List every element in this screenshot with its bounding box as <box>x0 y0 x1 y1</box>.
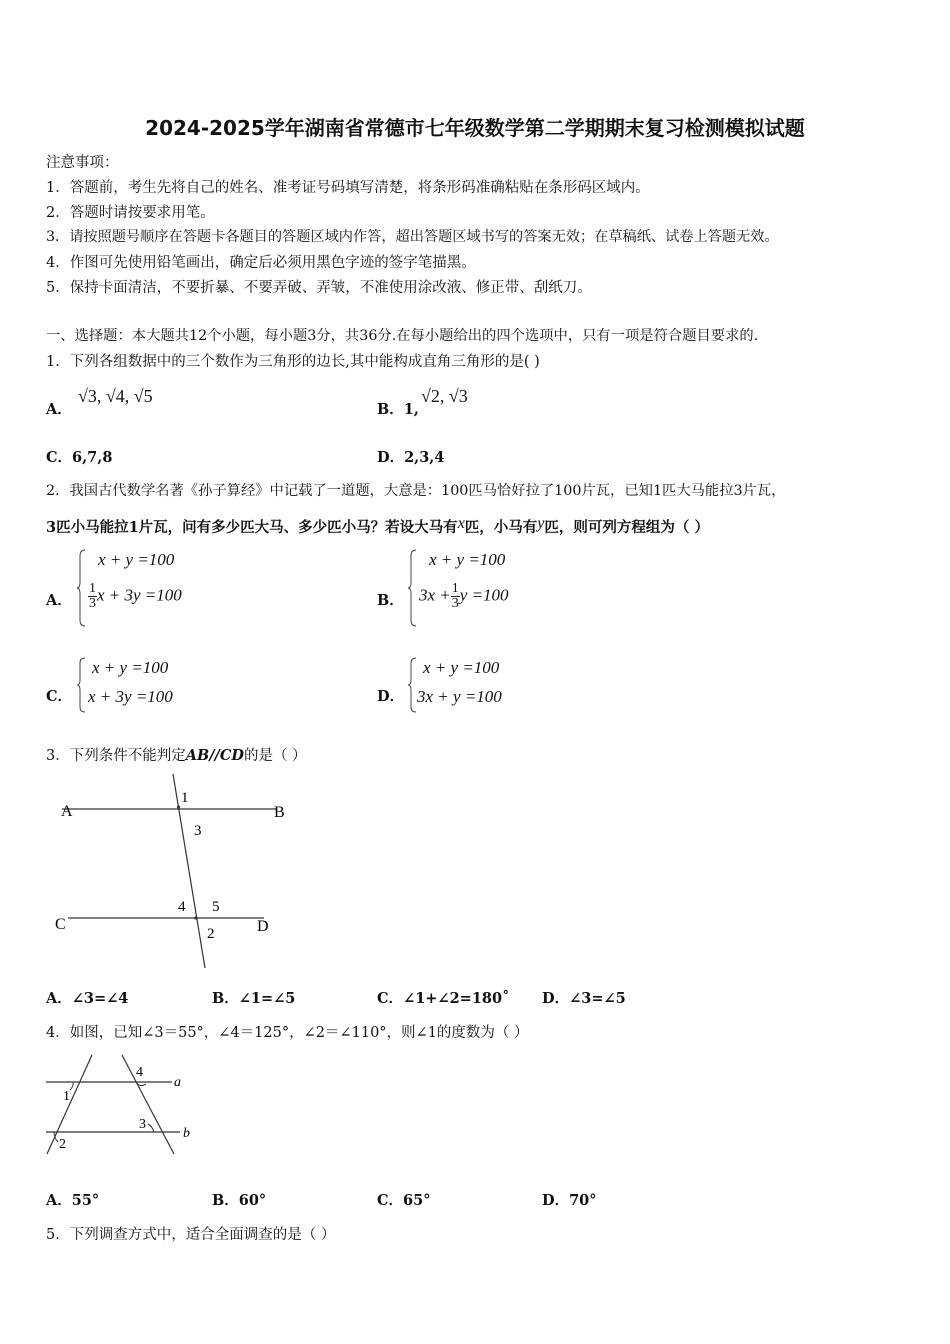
q1-option-c: C．6,7,8 <box>46 449 113 466</box>
q4-stem: 4．如图，已知∠3＝55°，∠4＝125°，∠2＝∠110°，则∠1的度数为（ ） <box>46 1025 529 1041</box>
q3-ab-cd: AB//CD <box>185 747 244 764</box>
q3-option-b: B．∠1=∠5 <box>212 990 296 1007</box>
notice-item-2: 2．答题时请按要求用笔。 <box>46 205 215 221</box>
label-D: D <box>257 918 269 935</box>
angle-1: 1 <box>63 1089 70 1104</box>
q2-var-y: y <box>537 515 545 532</box>
fraction-one-third: $\frac{1}{3}$ <box>89 581 96 611</box>
q3-option-c: C．∠1+∠2=180˚ <box>377 990 510 1007</box>
angle-5: 5 <box>212 899 220 915</box>
brace-icon <box>407 548 419 628</box>
q2-option-d-label: D． <box>377 688 405 705</box>
notice-item-5: 5．保持卡面清洁，不要折暴、不要弄破、弄皱，不准使用涂改液、修正带、刮纸刀。 <box>46 280 592 296</box>
q2-d-eq2: 3x + y =100 <box>417 687 502 706</box>
line-b-label: b <box>183 1126 190 1141</box>
q2-stem-line1: 2．我国古代数学名著《孙子算经》中记载了一道题，大意是：100匹马恰好拉了100片瓦，已知1匹大马能拉3片瓦， <box>46 483 786 499</box>
q2-option-d-system <box>407 656 547 714</box>
q4-figure <box>44 1050 204 1160</box>
q2-var-x: x <box>457 515 465 532</box>
q2-option-c-system <box>76 656 216 714</box>
q2-stem-line2 <box>46 516 709 537</box>
q4-option-d: D．70° <box>542 1192 597 1209</box>
q3-stem: 3．下列条件不能判定AB//CD的是（ ） <box>46 747 307 764</box>
q3-option-d: D．∠3=∠5 <box>542 990 626 1007</box>
section-heading: 一、选择题：本大题共12个小题，每小题3分，共36分.在每小题给出的四个选项中，只有一项是符合题目要求的. <box>46 328 759 344</box>
notice-item-3: 3．请按照题号顺序在答题卡各题目的答题区域内作答，超出答题区域书写的答案无效；在草稿纸、试卷上答题无效。 <box>46 229 779 245</box>
q1-option-a-label: A． <box>46 401 72 418</box>
label-A: A <box>61 803 73 820</box>
q2-stem-part-b: 匹，小马有 <box>464 519 538 536</box>
fraction-one-third: $\frac{1}{3}$ <box>451 581 459 611</box>
q1-option-a-math: √3, √4, √5 <box>78 386 153 406</box>
notice-heading: 注意事项： <box>46 155 119 171</box>
q5-stem: 5．下列调查方式中，适合全面调查的是（ ） <box>46 1227 336 1243</box>
brace-icon <box>76 656 88 714</box>
page-title: 2024-2025学年湖南省常德市七年级数学第二学期期末复习检测模拟试题 <box>145 116 805 140</box>
label-B: B <box>274 804 285 821</box>
q3-figure <box>52 772 302 972</box>
angle-1: 1 <box>181 790 189 806</box>
q2-stem-part-c: 匹，则可列方程组为（ ） <box>544 519 709 536</box>
angle-4: 4 <box>178 899 186 915</box>
q2-c-eq1: x + y =100 <box>92 658 169 677</box>
q1-option-d: D．2,3,4 <box>377 449 445 466</box>
angle-4: 4 <box>136 1065 143 1080</box>
q2-a-eq1: x + y =100 <box>98 550 175 569</box>
notice-item-4: 4．作图可先使用铅笔画出，确定后必须用黑色字迹的签字笔描黑。 <box>46 255 476 271</box>
q1-option-b-label: B．1, <box>377 401 419 418</box>
q1-stem: 1．下列各组数据中的三个数作为三角形的边长,其中能构成直角三角形的是( ) <box>46 354 540 370</box>
brace-icon <box>76 548 88 628</box>
q2-option-a-system <box>76 548 216 628</box>
q4-option-a: A．55° <box>46 1192 100 1209</box>
notice-item-1: 1．答题前，考生先将自己的姓名、准考证号码填写清楚，将条形码准确粘贴在条形码区域内。 <box>46 180 650 196</box>
q2-option-b-label: B． <box>377 592 404 609</box>
q2-option-b-system <box>407 548 547 628</box>
q3-option-a: A．∠3=∠4 <box>46 990 129 1007</box>
q2-d-eq1: x + y =100 <box>423 658 500 677</box>
q2-b-eq1: x + y =100 <box>429 550 506 569</box>
q1-option-b-math: √2, √3 <box>421 386 468 406</box>
angle-2: 2 <box>59 1137 66 1152</box>
q2-stem-part-a: 3匹小马能拉1片瓦，问有多少匹大马、多少匹小马？若设大马有 <box>46 519 458 536</box>
angle-2: 2 <box>207 926 215 942</box>
q4-option-c: C．65° <box>377 1192 431 1209</box>
q2-a-eq2: $\frac{1}{3}$ x + 3y =100 <box>89 581 182 611</box>
q2-c-eq2: x + 3y =100 <box>88 687 173 706</box>
q4-option-b: B．60° <box>212 1192 267 1209</box>
line-a-label: a <box>174 1075 181 1090</box>
angle-3: 3 <box>194 823 202 839</box>
q2-b-eq2: 3x + $\frac{1}{3}$ y =100 <box>419 581 509 611</box>
label-C: C <box>55 916 66 933</box>
q2-option-a-label: A． <box>46 592 72 609</box>
q2-option-c-label: C． <box>46 688 73 705</box>
angle-3: 3 <box>139 1117 146 1132</box>
